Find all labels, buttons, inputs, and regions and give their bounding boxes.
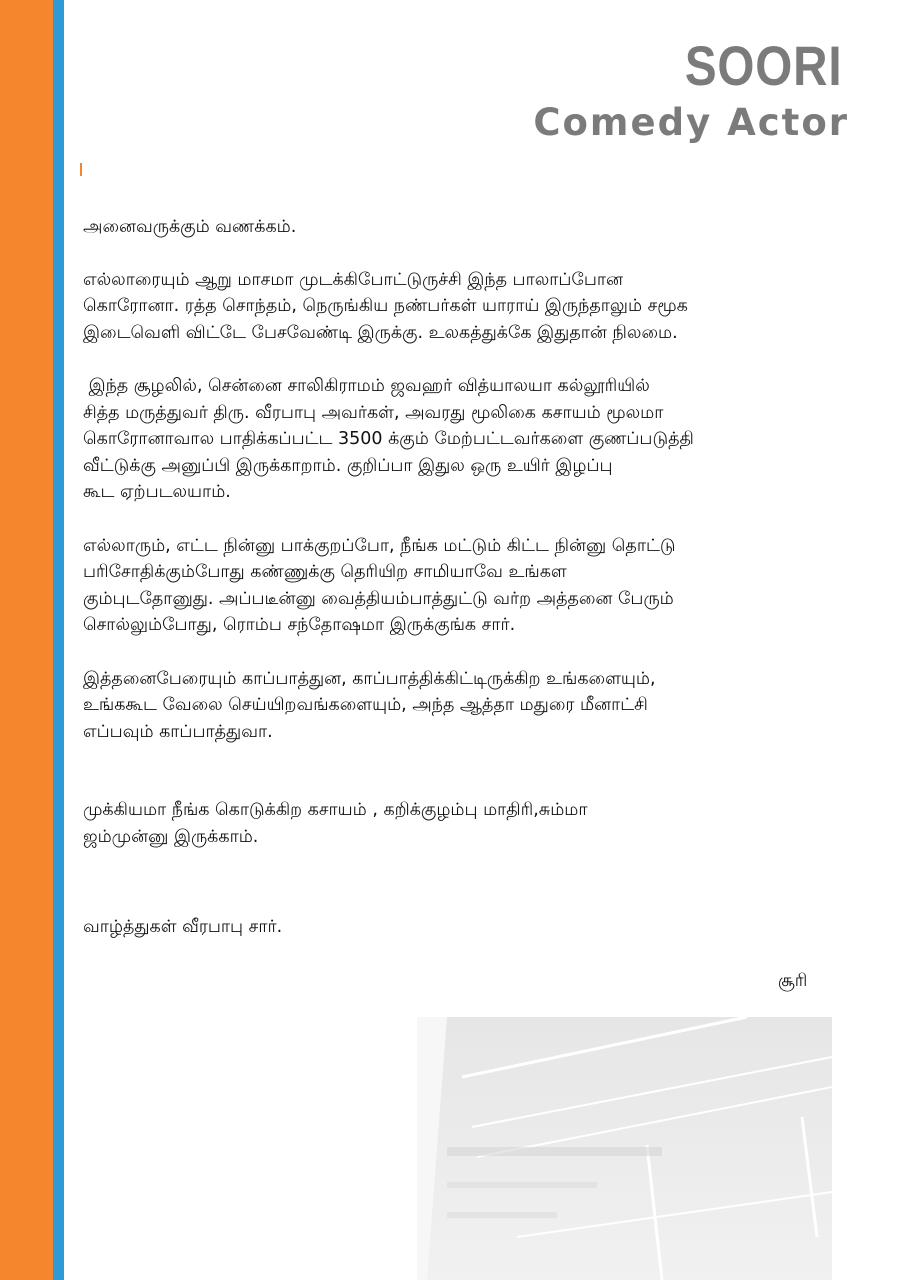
signature: சூரி (778, 971, 808, 991)
paragraph-4 (83, 666, 853, 746)
text-line: இத்தனைபேரையும் காப்பாத்துன, காப்பாத்திக்கிட்டிருக்கிற உங்களையும், (83, 668, 656, 689)
text-line: சித்த மருத்துவர் திரு. வீரபாபு அவர்கள், அவரது மூலிகை கசாயம் மூலமா (83, 402, 664, 423)
left-blue-stripe (53, 0, 64, 1280)
text-line: கொரோனா. ரத்த சொந்தம், நெருங்கிய நண்பர்கள் யாராய் இருந்தாலும் சமூக (83, 296, 688, 316)
text-line: சொல்லும்போது, ரொம்ப சந்தோஷமா இருக்குங்க சார். (83, 615, 516, 635)
paragraph-5 (83, 797, 853, 850)
letterhead-name: SOORI (684, 34, 842, 97)
paragraph-1 (83, 267, 853, 347)
greeting: அனைவருக்கும் வணக்கம். (83, 217, 297, 237)
text-line: வீட்டுக்கு அனுப்பி இருக்காறாம். குறிப்பா இதுல ஒரு உயிர் இழப்பு (83, 455, 613, 476)
text-line: எப்பவும் காப்பாத்துவா. (83, 721, 273, 742)
faded-background-graphic (417, 1017, 832, 1280)
letter-body (83, 214, 853, 877)
text-line: முக்கியமா நீங்க கொடுக்கிற கசாயம் , கறிக்குழம்பு மாதிரி,சும்மா (83, 800, 588, 820)
orange-tick-mark (80, 163, 82, 176)
text-line: இடைவெளி விட்டே பேசவேண்டி இருக்கு. உலகத்துக்கே இதுதான் நிலமை. (83, 322, 678, 343)
signoff: வாழ்த்துகள் வீரபாபு சார். (83, 917, 283, 937)
letterhead-role: Comedy Actor (533, 101, 849, 144)
text-line: உங்ககூட வேலை செய்யிறவங்களையும், அந்த ஆத்தா மதுரை மீனாட்சி (83, 695, 648, 715)
text-line: இந்த சூழலில், சென்னை சாலிகிராமம் ஜவஹர் வித்யாலயா கல்லூரியில் (83, 376, 650, 396)
text-line: எல்லாரும், எட்ட நின்னு பாக்குறப்போ, நீங்க மட்டும் கிட்ட நின்னு தொட்டு (83, 535, 676, 556)
text-line: கூட ஏற்படலயாம். (83, 482, 231, 502)
paragraph-3 (83, 533, 853, 639)
paragraph-2 (83, 373, 853, 506)
text-line: கும்புடதோனுது. அப்படீன்னு வைத்தியம்பாத்துட்டு வர்ற அத்தனை பேரும் (83, 588, 674, 609)
text-line: ஜம்முன்னு இருக்காம். (83, 826, 259, 847)
text-line: கொரோனாவால பாதிக்கப்பட்ட 3500 க்கும் மேற்பட்டவர்களை குணப்படுத்தி (83, 429, 694, 449)
left-orange-stripe (0, 0, 53, 1280)
text-line: எல்லாரையும் ஆறு மாசமா முடக்கிபோட்டுருச்சி இந்த பாலாப்போன (83, 269, 623, 290)
text-line: பரிசோதிக்கும்போது கண்ணுக்கு தெரியிற சாமியாவே உங்கள (83, 562, 567, 582)
